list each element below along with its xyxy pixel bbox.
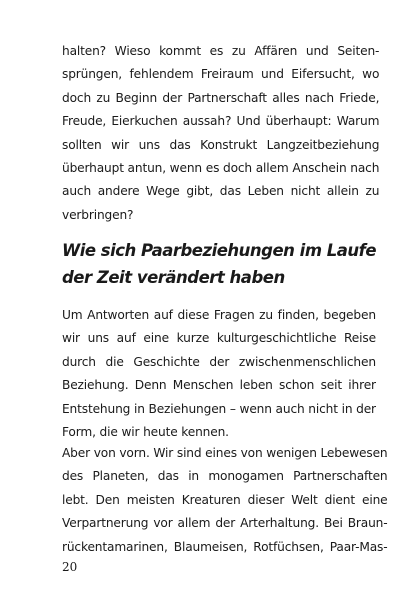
- text-line: lebt. Den meisten Kreaturen dieser Welt dient eine: [62, 492, 388, 507]
- heading-line: der Zeit verändert haben: [62, 268, 285, 287]
- paragraph-intro: [62, 40, 379, 227]
- text-line: des Planeten, das in monogamen Partnerschaften: [62, 469, 388, 484]
- text-line: Aber von vorn. Wir sind eines von wenigen Lebewesen: [62, 446, 388, 460]
- text-line: sprüngen, fehlendem Freiraum und Eifersucht, wo: [62, 67, 380, 82]
- text-line: halten? Wieso kommt es zu Affären und Seiten-: [62, 44, 380, 58]
- text-line: Um Antworten auf diese Fragen zu finden, begeben: [62, 308, 376, 322]
- text-line: wir uns auf eine kurze kulturgeschichtliche Reise: [62, 331, 376, 346]
- text-line: Entstehung in Beziehungen – wenn auch nicht in der: [62, 401, 376, 416]
- text-line: durch die Geschichte der zwischenmenschlichen: [62, 354, 376, 369]
- text-line: Beziehung. Denn Menschen leben schon seit ihrer: [62, 378, 376, 393]
- text-line: sollten wir uns das Konstrukt Langzeitbeziehung: [62, 137, 380, 152]
- text-line: auch andere Wege gibt, das Leben nicht allein zu: [62, 184, 380, 199]
- text-line: verbringen?: [62, 207, 134, 222]
- text-line: Form, die wir heute kennen.: [62, 424, 229, 439]
- text-line: überhaupt antun, wenn es doch allem Anschein nach: [62, 160, 380, 175]
- paragraph-answers: [62, 304, 376, 444]
- paragraph-origins: [62, 442, 388, 559]
- text-line: Verpartnerung vor allem der Arterhaltung. Bei Braun-: [62, 516, 388, 531]
- text-line: doch zu Beginn der Partnerschaft alles nach Friede,: [62, 90, 380, 105]
- text-line: Freude, Eierkuchen aussah? Und überhaupt: Warum: [62, 114, 380, 129]
- text-line: rückentamarinen, Blaumeisen, Rotfüchsen, Paar-Mas-: [62, 539, 388, 554]
- page-number: 20: [62, 560, 78, 574]
- heading-line: Wie sich Paarbeziehungen im Laufe: [62, 241, 377, 260]
- section-heading: [62, 237, 376, 291]
